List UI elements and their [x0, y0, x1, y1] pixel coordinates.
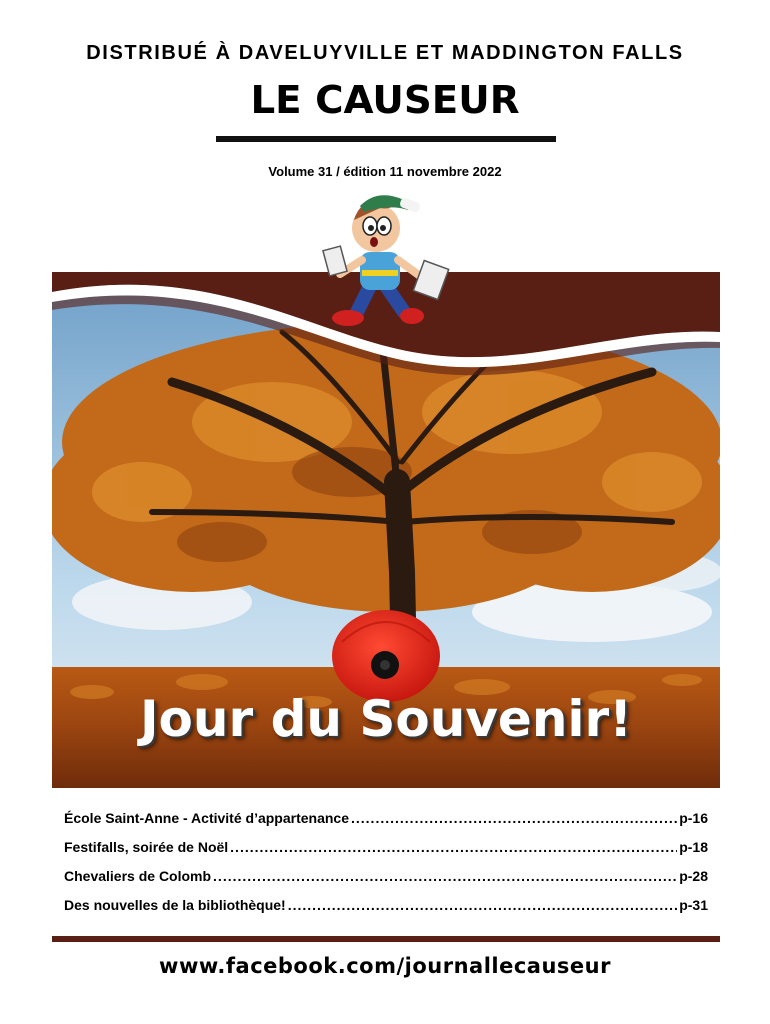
distribution-line: DISTRIBUÉ À DAVELUYVILLE ET MADDINGTON FALLS	[86, 42, 684, 64]
newspaper-boy-icon	[320, 186, 450, 332]
footer-divider	[52, 936, 720, 942]
toc-item-label: Festifalls, soirée de Noël	[64, 839, 229, 855]
poppy-icon	[332, 610, 440, 702]
toc-item-page: p-28	[679, 868, 708, 884]
toc-item	[64, 897, 708, 926]
toc-item	[64, 810, 708, 839]
toc-item-label: Des nouvelles de la bibliothèque!	[64, 897, 286, 913]
toc-item	[64, 839, 708, 868]
newspaper-title: LE CAUSEUR	[250, 78, 520, 122]
cover-caption: Jour du Souvenir!	[139, 690, 633, 748]
toc-item-page: p-18	[679, 839, 708, 855]
title-underline	[216, 136, 556, 142]
volume-edition: Volume 31 / édition 11 novembre 2022	[268, 164, 502, 179]
toc-leader-dots	[213, 868, 677, 884]
facebook-link[interactable]: www.facebook.com/journallecauseur	[159, 954, 611, 978]
toc-item-page: p-16	[679, 810, 708, 826]
toc-leader-dots	[230, 839, 677, 855]
toc-item-label: École Saint-Anne - Activité d’appartenance	[64, 810, 349, 826]
toc-item-page: p-31	[679, 897, 708, 913]
toc-leader-dots	[351, 810, 677, 826]
toc-leader-dots	[288, 897, 677, 913]
table-of-contents	[64, 810, 708, 926]
toc-item	[64, 868, 708, 897]
toc-item-label: Chevaliers de Colomb	[64, 868, 212, 884]
